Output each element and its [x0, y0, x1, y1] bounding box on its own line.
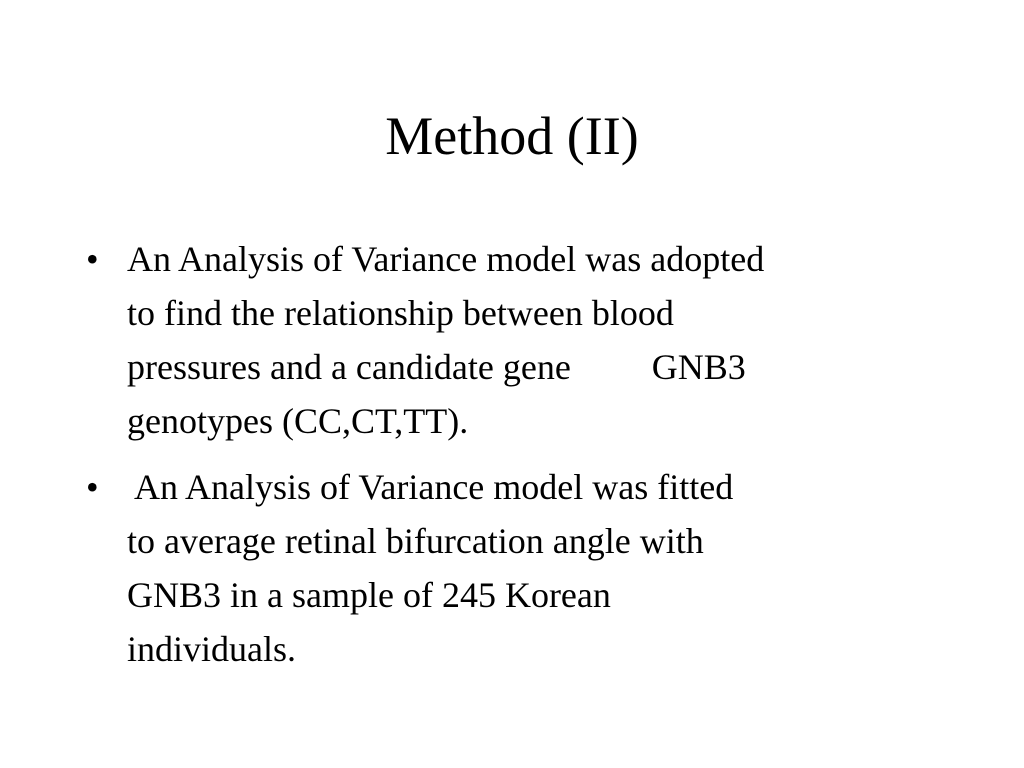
bullet-dot-icon: •	[86, 467, 99, 507]
bullet-text-line: genotypes (CC,CT,TT).	[127, 401, 469, 441]
bullet-text-line: pressures and a candidate gene GNB3	[127, 347, 746, 387]
bullet-text-line: An Analysis of Variance model was fitted	[127, 467, 734, 507]
bullet-text-line: to average retinal bifurcation angle with	[127, 521, 704, 561]
bullet-text-line: to find the relationship between blood	[127, 293, 674, 333]
bullet-item	[86, 232, 946, 448]
bullet-text-line: individuals.	[127, 629, 296, 669]
bullet-text-line: GNB3 in a sample of 245 Korean	[127, 575, 611, 615]
bullet-dot-icon: •	[86, 239, 99, 279]
bullet-item	[86, 460, 946, 676]
bullet-text-line: An Analysis of Variance model was adopted	[127, 239, 765, 279]
bullet-list	[86, 232, 946, 688]
slide-title: Method (II)	[385, 106, 639, 166]
